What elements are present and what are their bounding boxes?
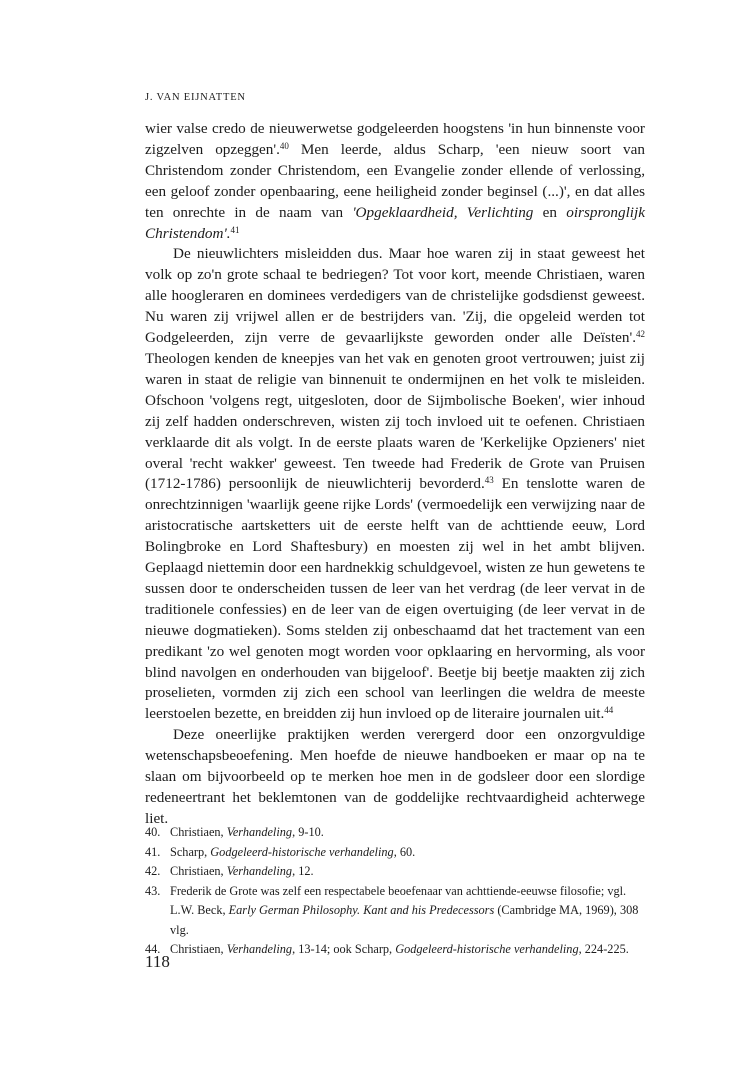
footnote-ref-44: 44 [604, 705, 614, 716]
italic-phrase: oirspronglijk Christendom'. [145, 203, 645, 242]
page-number: 118 [145, 952, 170, 971]
footnote-ref-42: 42 [636, 329, 645, 340]
footnote: 44. Christiaen, Verhandeling, 13-14; ook Scharp, Godgeleerd-historische verhandeling, 224-225. [145, 942, 629, 956]
paragraph-3: Deze oneerlijke praktijken werden verergerd door een onzorgvuldige wetenschapsbeoefening. Men hoefde de nieuwe handboeken er maar op na te slaan om bijvoorbeeld op te merken hoe men in de godsleer door een slordige redeneertrant het beklemtonen van de goddelijke rechtvaardigheid achterwege liet. [145, 726, 645, 827]
paragraph-1: wier valse credo de nieuwerwetse godgeleerden hoogstens 'in hun binnenste voor zigzelven opzeggen'.$^{40}$ Men leerde, aldus Scharp, 'een nieuw soort van Christendom zonder Christendom, een Evangelie zonder ellende of verlossing, een geloof zonder openbaaring, eene heiligheid zonder beginsel (...)', en dat alles ten onrechte in de naam van 'Opgeklaardheid, Verlichting en oirspronglijk Christendom'.$^{41}$ [145, 120, 645, 242]
footnote-ref-43: 43 [484, 475, 494, 486]
paragraph-2: De nieuwlichters misleidden dus. Maar hoe waren zij in staat geweest het volk op zo'n grote schaal te bedriegen? Tot voor kort, meende Christiaen, waren alle hoogleraren en dominees verdedigers van de christelijke godsdienst geweest. Nu waren zij vrijwel allen er de bestrijders van. 'Zij, die opgeleid werden tot Godgeleerden, zijn verre de gevaarlijkste geworden onder alle Deïsten'.$^{42}$ Theologen kenden de kneepjes van het vak en genoten groot vertrouwen; juist zij waren in staat de religie van binnenuit te ondermijnen en het volk te misleiden. Ofschoon 'volgens regt, uitgesloten, door de Sijmbolische Boeken', wier inhoud zij zelf hadden onderschreven, wisten zij toch invloed uit te oefenen. Christiaen verklaarde dit als volgt. In de eerste plaats waren de 'Kerkelijke Opzieners' niet overal 'recht wakker' geweest. Ten tweede had Frederik de Grote van Pruisen (1712-1786) persoonlijk de nieuwlichterij bevorderd.$^{43}$ En tenslotte waren de onrechtzinnigen 'waarlijk geene rijke Lords' (vermoedelijk een verwijzing naar de aristocratische aartsketters uit de eerste helft van de achttiende eeuw, Lord Bolingbroke en Lord Shaftesbury) en moesten zij wel in het ambt blijven. Geplaagd niettemin door een hardnekkig schuldgevoel, wisten ze hun gewetens te sussen door te onderscheiden tussen de leer van het verdrag (de leer vervat in de traditionele confessies) en de leer van de eigen overtuiging (de leer vervat in de nieuwe dogmatieken). Soms stelden zij onbeschaamd dat het tractement van een predikant 'zo wel genoten mogt worden voor opklaaring en hervorming, als voor blind navolgen en onderhouden van bijgeloof'. Beetje bij beetje maakten zij zich proselieten, vormden zij zich een school van leerlingen die weldra de meeste leerstoelen bezette, en breidden zij hun invloed op de literaire journalen uit.$^{44}$ [145, 245, 645, 723]
footnote: 42. Christiaen, Verhandeling, 12. [145, 864, 314, 878]
footnote-ref-40: 40 [279, 140, 289, 151]
footnote: 43. Frederik de Grote was zelf een respectabele beoefenaar van achttiende-eeuwse filosofie; vgl. L.W. Beck, Early German Philosophy. Kant and his Predecessors (Cambridge MA, 1969), 308 vlg. [145, 883, 639, 937]
italic-phrase: 'Opgeklaardheid, Verlichting [352, 203, 534, 221]
running-head: J. VAN EIJNATTEN [145, 92, 246, 103]
footnote: 41. Scharp, Godgeleerd-historische verhandeling, 60. [145, 844, 416, 859]
main-text [145, 119, 645, 830]
footnote: 40. Christiaen, Verhandeling, 9-10. [145, 825, 324, 839]
footnote-ref-41: 41 [230, 224, 240, 235]
footnotes [145, 823, 645, 960]
